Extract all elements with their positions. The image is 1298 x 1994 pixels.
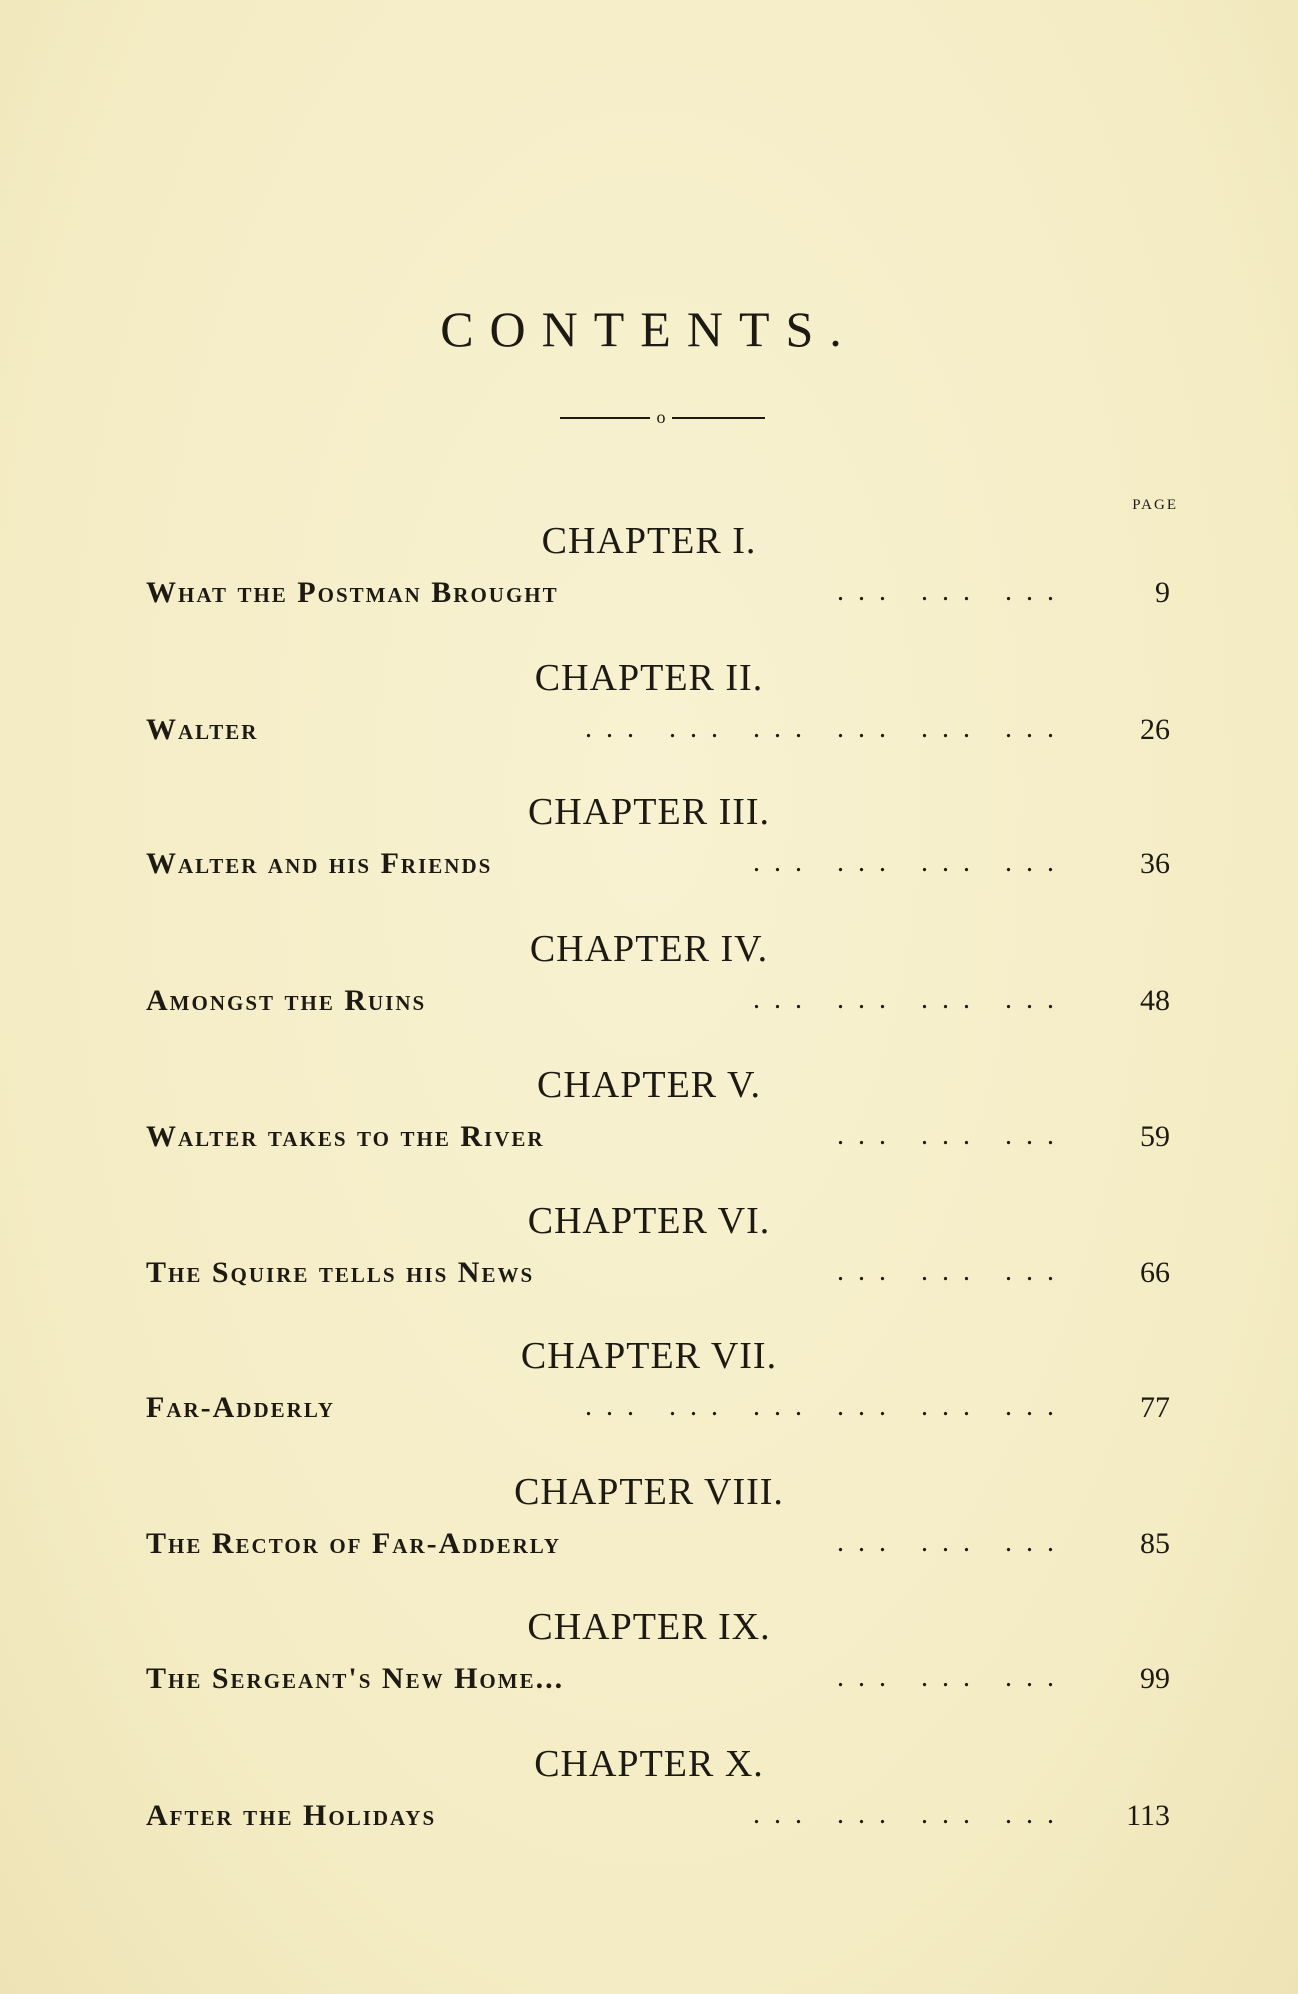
- dot-leader: ... ... ... ...: [753, 847, 1068, 878]
- dot-leader: ... ... ...: [837, 1120, 1068, 1151]
- chapter-title: Walter and his Friends: [146, 847, 493, 880]
- divider-rule-right: [672, 417, 765, 419]
- toc-entry-3[interactable]: [0, 790, 1298, 910]
- chapter-number: CHAPTER VII.: [520, 1335, 778, 1377]
- contents-heading: CONTENTS.: [440, 301, 858, 357]
- chapter-title: The Sergeant's New Home...: [146, 1662, 565, 1695]
- chapter-number: CHAPTER I.: [541, 520, 757, 562]
- toc-entry-5[interactable]: [0, 1063, 1298, 1183]
- chapter-number: CHAPTER II.: [534, 657, 764, 699]
- dot-leader: ... ... ...: [837, 1662, 1068, 1693]
- chapter-number: CHAPTER VIII.: [514, 1471, 784, 1513]
- toc-entry-6[interactable]: [0, 1199, 1298, 1319]
- chapter-number: CHAPTER V.: [537, 1064, 761, 1106]
- page-number: 36: [1140, 847, 1170, 880]
- toc-entry-4[interactable]: [0, 927, 1298, 1047]
- dot-leader: ... ... ...: [837, 1256, 1068, 1287]
- page-number: 66: [1140, 1256, 1170, 1289]
- toc-entry-1[interactable]: [0, 519, 1298, 639]
- chapter-title: Far-Adderly: [146, 1391, 336, 1424]
- dot-leader: ... ... ... ... ... ...: [585, 1391, 1068, 1422]
- toc-entry-10[interactable]: [0, 1742, 1298, 1862]
- page-number: 99: [1140, 1662, 1170, 1695]
- chapter-number: CHAPTER III.: [527, 791, 771, 833]
- chapter-number: CHAPTER IV.: [529, 928, 769, 970]
- page-number: 48: [1140, 984, 1170, 1017]
- dot-leader: ... ... ... ...: [753, 984, 1068, 1015]
- page-column-label: PAGE: [1132, 497, 1178, 513]
- toc-entry-8[interactable]: [0, 1470, 1298, 1590]
- dot-leader: ... ... ... ...: [753, 1799, 1068, 1830]
- page-number: 113: [1126, 1799, 1170, 1832]
- chapter-number: CHAPTER VI.: [527, 1200, 771, 1242]
- chapter-title: Amongst the Ruins: [146, 984, 427, 1017]
- divider-ornament: o: [656, 407, 666, 427]
- toc-entry-7[interactable]: [0, 1334, 1298, 1454]
- page-number: 59: [1140, 1120, 1170, 1153]
- chapter-title: After the Holidays: [146, 1799, 437, 1832]
- chapter-title: Walter: [146, 713, 259, 746]
- chapter-title: Walter takes to the River: [146, 1120, 545, 1153]
- dot-leader: ... ... ...: [837, 576, 1068, 607]
- page-number: 9: [1155, 576, 1170, 609]
- chapter-number: CHAPTER X.: [534, 1743, 764, 1785]
- chapter-number: CHAPTER IX.: [527, 1606, 771, 1648]
- page-number: 26: [1140, 713, 1170, 746]
- chapter-title: The Squire tells his News: [146, 1256, 535, 1289]
- page-number: 85: [1140, 1527, 1170, 1560]
- toc-entry-2[interactable]: [0, 656, 1298, 776]
- chapter-title: What the Postman Brought: [146, 576, 559, 609]
- page-number: 77: [1140, 1391, 1170, 1424]
- dot-leader: ... ... ... ... ... ...: [585, 713, 1068, 744]
- divider-rule-left: [560, 417, 650, 419]
- chapter-title: The Rector of Far-Adderly: [146, 1527, 562, 1560]
- ornament-divider: [560, 408, 765, 428]
- dot-leader: ... ... ...: [837, 1527, 1068, 1558]
- toc-entry-9[interactable]: [0, 1605, 1298, 1725]
